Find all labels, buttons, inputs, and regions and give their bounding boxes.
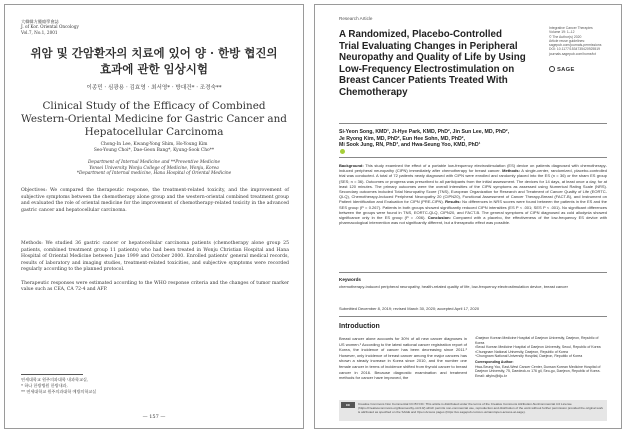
author-line: Je Ryong Kim, MD, PhD², Eun Hee Sohn, MD, PhD², <box>339 135 465 142</box>
submission-dates: Submitted December 8, 2019; revised March 30, 2020; accepted April 17, 2020 <box>339 306 480 311</box>
article-title-line: Neuropathy and Quality of Life by Using <box>339 52 526 64</box>
english-title <box>5 100 303 139</box>
corresponding-author-email[interactable]: Email: altyhs@dju.kr <box>475 373 507 378</box>
journal-header-line: J. of Kor. Oriental Oncology <box>21 24 79 30</box>
abstract-results: No differences in NRS scores were found between the patients in the ES and the SES group (P = 0.267). Patients in both groups showed significantly reduced CIPN intensities (ES P < .001; SES P < .001). No significant differences between the groups were found in TNS, EORTC-QLQ, CIPN20, and FACT-B. The general symptoms of CIPN diagnosed as cold allodynia showed significance only in the ES group (P = .006). <box>339 199 608 221</box>
footnotes <box>21 377 96 394</box>
english-title-line: Western-Oriental Medicine for Gastric Cancer and <box>21 113 287 125</box>
journal-info-line: Article reuse guidelines: <box>549 38 585 43</box>
korean-title <box>5 45 303 77</box>
journal-info-line: Volume 19: 1–12 <box>549 30 575 35</box>
english-authors-line: Chong-In Lee, Kwang-Yong Shim, Ho-Young Kim <box>100 142 208 147</box>
affiliation-line: Department of Internal Medicine and **Preventive Medicine <box>87 160 221 165</box>
author-line: Mi Sook Jung, RN, PhD³, and Hwa-Seung Yoo, KMD, PhD¹ <box>339 142 607 154</box>
korean-title-line: 효과에 관한 임상시험 <box>100 62 208 76</box>
affiliation-line: ³Chungnam National University, Daejeon, Republic of Korea <box>475 349 568 354</box>
abstract-conclusion: Compared with a placebo, the effectiveness of the low-frequency ES device with pharmacological intervention was not significantly different, but a therapeutic effect was possible. <box>339 215 607 226</box>
footnote-line: * 하나 한방병원 한방내과, <box>21 382 68 388</box>
journal-info-line: sagepub.com/journals-permissions <box>549 43 602 48</box>
intro-divider <box>339 316 607 317</box>
korean-journal-page <box>4 4 304 429</box>
journal-info-line: Integrative Cancer Therapies <box>549 26 593 30</box>
sage-logo-text: SAGE <box>557 67 575 73</box>
keywords-heading: Keywords <box>339 277 361 282</box>
abstract-divider-top <box>339 157 607 158</box>
author-affiliations <box>475 336 607 378</box>
abstract-methods: A single-center, randomized, placebo-controlled trial was conducted. A total of 72 patients newly diagnosed with CIPN were enrolled and randomly placed into the ES (n = 36) or the sham ES group (SES; n = 36). Outcomes or progress was prescribed to all participants from the initial assessment. The devices for 14 days, at least once a day, for at least 120 minutes. The primary outcomes were the overall intensities of the CIPN symptoms as assessed using Numerical Rating Scale (NRS). Secondary outcomes included Total Neuropathy Score (TNS), European Organization for Research and Treatment of Cancer Quality of Life (EORTC-QLQ), Chemotherapy-Induced Peripheral Neuropathy 20 (CIPN20), Functional Assessment of Cancer Therapy-Breast (FACT-B), and Instrument on Patient Identification and Evaluation for CIPN (PRE-CIPN). <box>339 168 607 205</box>
introduction-heading: Introduction <box>339 323 380 330</box>
introduction-text: Breast cancer alone accounts for 30% of all new cancer diagnoses in US women.¹ According to the latest national cancer registration report of Korea, the incidence of cancer has been decreasing since 2011.² However, only incidence of breast cancer among the major cancers has shown a steady increase in Korea since 2010, and the number one female cancer in terms of incidence shifted from thyroid cancer to breast cancer in 2016. Because diagnostic examination and treatment methods for cancer have improved, the <box>339 336 467 381</box>
abstract <box>339 163 607 225</box>
journal-header <box>21 19 79 35</box>
objectives-paragraph: Objectives: We compared the therapeutic response, the treatment-related toxicity, and the improvement of subjective symptoms between the chemotherapy alone group and the western-oriental combined treatment group and evaluated the role of oriental medicine for the improvement of chemotherapy-related toxicity in the advanced gastric cancer and hepatocellular carcinoma. <box>21 188 289 213</box>
abstract-background-label: Background: <box>339 163 364 168</box>
sage-article-page <box>314 4 622 429</box>
author-line: Si-Yeon Song, KMD¹, Ji-Hye Park, KMD, PhD², Jin Sun Lee, MD, PhD², <box>339 129 510 135</box>
english-authors-line: Seo-Young Choi*, Dae-Geon Bang*, Kyung-Sook Cho** <box>93 147 215 153</box>
abstract-divider-bottom <box>339 272 607 273</box>
article-title-line: Trial Evaluating Changes in Peripheral <box>339 40 518 52</box>
keywords: chemotherapy-induced peripheral neuropathy, health-related quality of life, low-frequency electrostimulation device, breast cancer <box>339 284 568 289</box>
english-authors <box>5 142 303 154</box>
footnote-line: 연세대학교 원주의과대학 내과학교실, <box>21 377 89 382</box>
license-bar <box>339 400 607 421</box>
article-authors <box>339 129 607 154</box>
license-text: Creative Commons Non Commercial CC BY-NC: This article is distributed under the terms of the Creative Commons Attribution-NonCommercial 4.0 License (https://creativecommons.org/licenses/by-nc/4.0/) which permits non-commercial use, reproduction and distribution of the work without further permission provided the original work is attributed as specified on the SAGE and Open Access pages (https://us.sagepub.com/en-us/nam/open-access-at-sage). <box>358 402 604 415</box>
affiliation-line: *Department of Internal medicine, Hana Hospital of Oriental Medicine <box>76 171 232 177</box>
abstract-results-label: Results: <box>445 199 461 205</box>
title-divider <box>339 123 607 124</box>
korean-title-line: 위암 및 간암환자의 치료에 있어 양 · 한방 협진의 <box>30 46 278 60</box>
article-title-line: Low-Frequency Electrostimulation on <box>339 63 515 75</box>
journal-info-line: © The Author(s) 2020 <box>549 34 582 39</box>
affiliation-line: ¹Daejeon Korean Medicine Hospital of Daejeon University, Daejeon, Republic of Korea <box>475 336 599 345</box>
journal-header-line: Vol.7, No.1, 2001 <box>21 29 58 35</box>
article-title <box>339 29 535 99</box>
english-title-line: Clinical Study of the Efficacy of Combined <box>42 100 266 112</box>
methods-paragraph: Methods: We studied 36 gastric cancer or hepatocellular carcinoma patients (chemotherapy alone group 25 patients, combined treatment group 11 patients) who had been treated in Wonju Christian Hospital and Hana Hospital of Oriental Medicine between June 1999 and October 2000. Enrolled patients' general medical records, results of laboratory and imaging studies, treatment-related toxicities, and subjective symptoms were recorded regularly according to the planned protocol. Therapeutic responses were estimated according to the WHO response criteria and the changes of tumor marker value such as CEA, CA 72-4 and AFP. <box>21 241 289 293</box>
journal-info-line: journals.sagepub.com/home/ict <box>549 51 596 56</box>
corresponding-author-label: Corresponding Author: <box>475 359 514 364</box>
corresponding-author-line: Hwa-Seung Yoo, East-West Cancer Center, Dunsan Korean Medicine Hospital of Daejeon University, 75, Daedeok-ro 176 gil, Seo-gu, Daejeon, Republic of Korea. <box>475 364 601 374</box>
article-title-line: A Randomized, Placebo-Controlled <box>339 29 502 40</box>
affiliation-line: ⁴Chungnam National University Hospital, Daejeon, Republic of Korea <box>475 354 583 359</box>
korean-authors: 이종민 · 심광용 · 김효영 · 최서영* · 방대건* · 조경숙** <box>86 85 222 91</box>
abstract-methods-label: Methods: <box>502 168 520 174</box>
article-title-line: Chemotherapy <box>339 86 408 98</box>
affiliations <box>5 160 303 177</box>
abstract-background: This study examined the effect of a portable low-frequency electrostimulation (ES) device on patients diagnosed with chemotherapy-induced peripheral neuropathy (CIPN) immediately after chemotherapy for breast cancer. <box>339 163 607 174</box>
journal-info <box>549 26 601 56</box>
sage-logo-icon <box>549 66 555 72</box>
abstract-conclusion-label: Conclusion: <box>427 215 451 221</box>
article-type: Research Article <box>339 16 373 21</box>
journal-header-line: 大韓韓方腫瘍學會誌 <box>21 19 59 24</box>
sage-logo <box>549 66 575 73</box>
footnote-divider <box>21 374 83 375</box>
orcid-icon[interactable] <box>340 149 345 154</box>
journal-info-line: DOI: 10.1177/1534735420925519 <box>549 47 601 52</box>
english-title-line: Hepatocellular Carcinoma <box>84 126 224 138</box>
affiliation-line: Yonsei University Wonju College of Medicine, Wonju, Korea <box>89 165 219 171</box>
creative-commons-icon: cc <box>341 402 355 408</box>
footnote-line: ** 연세대학교 원주의과대학 예방의학교실 <box>21 388 97 394</box>
article-title-line: Breast Cancer Patients Treated With <box>339 75 508 87</box>
page-number: — 157 — <box>142 414 166 420</box>
affiliation-line: ²Seoul Korean Medicine Hospital of Daejeon University, Seoul, Republic of Korea <box>475 345 601 350</box>
